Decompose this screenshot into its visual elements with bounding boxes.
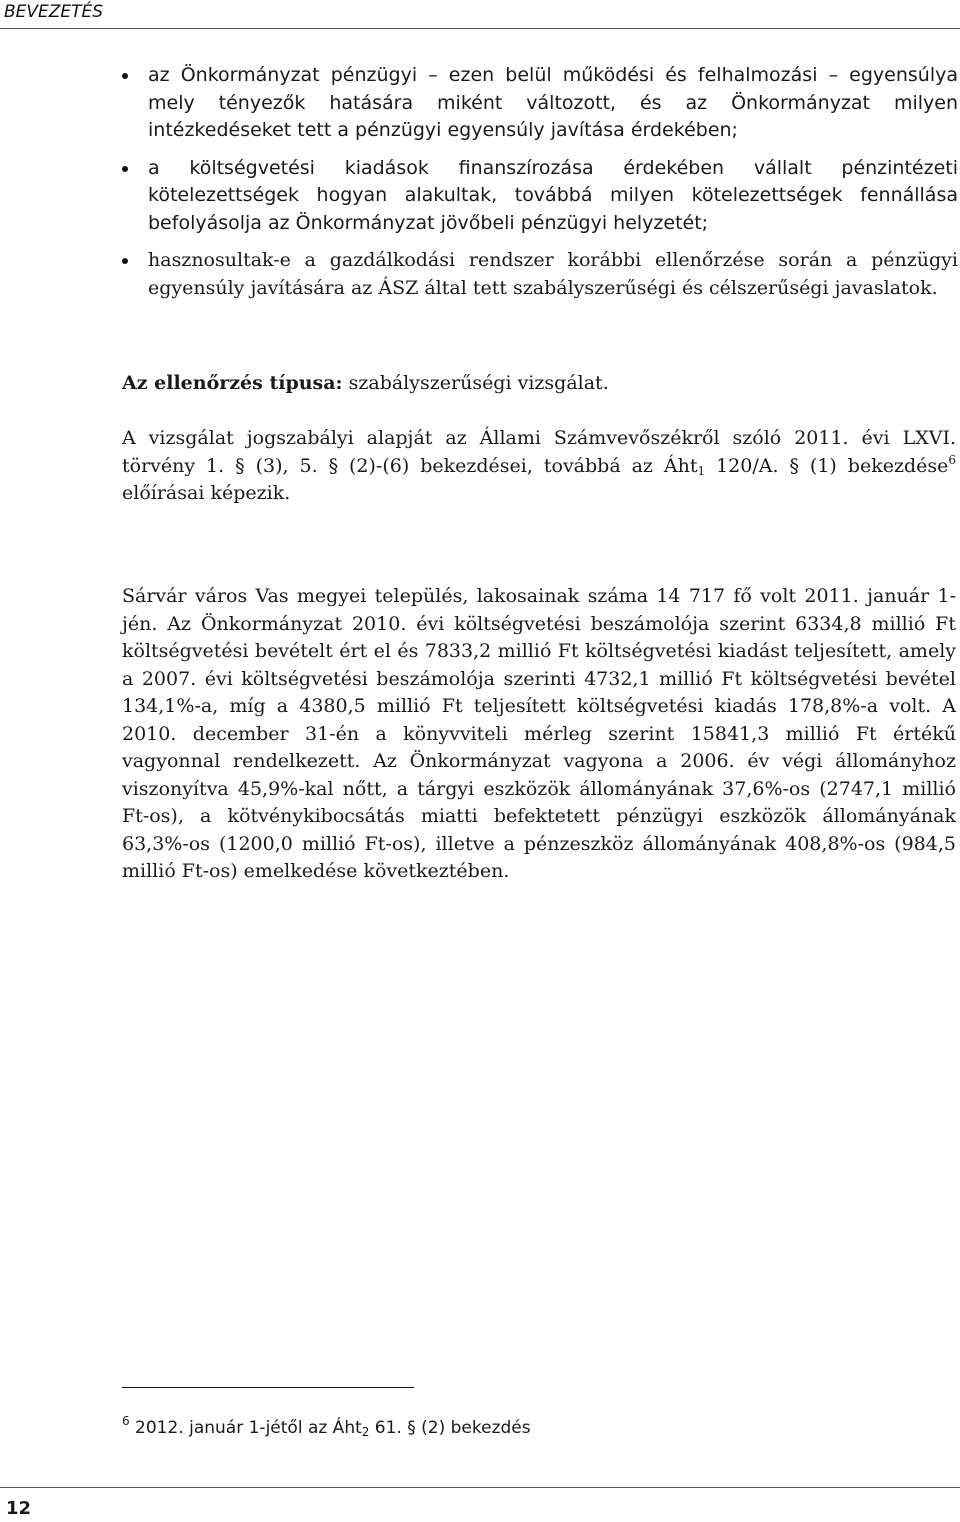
footnote-rule bbox=[122, 1387, 414, 1388]
audit-type-label: Az ellenőrzés típusa: bbox=[122, 372, 343, 394]
footnote-number: 6 bbox=[122, 1414, 130, 1428]
bullet-icon bbox=[122, 166, 128, 172]
list-item: a költségvetési kiadások finanszírozása érdekében vállalt pénzintézeti kötelezettségek hogyan alakultak, továbbá milyen kötelezettségek fennállása befolyásolja az Önkormányzat jövőbeli pénzügyi helyzetét; bbox=[122, 155, 958, 238]
page-number: 12 bbox=[6, 1498, 32, 1519]
header-rule bbox=[0, 28, 960, 29]
audit-type-value: szabályszerűségi vizsgálat. bbox=[342, 372, 609, 394]
bullet-icon bbox=[122, 258, 128, 264]
objectives-list bbox=[122, 62, 958, 312]
list-item: hasznosultak-e a gazdálkodási rendszer korábbi ellenőrzése során a pénzügyi egyensúly javítására az ÁSZ által tett szabályszerűségi és célszerűségi javaslatok. bbox=[122, 247, 958, 302]
footnote: $^6$ 2012. január 1-jétől az Áht$_2$ 61. § (2) bekezdés bbox=[122, 1414, 531, 1439]
legal-basis: A vizsgálat jogszabályi alapját az Állami Számvevőszékről szóló 2011. évi LXVI. törvény 1. § (3), 5. § (2)-(6) bekezdései, továbbá az Áht$_1$ 120/A. § (1) bekezdése$^6$ előírásai képezik. bbox=[122, 427, 957, 504]
bullet-icon bbox=[122, 73, 128, 79]
footnote-ref[interactable]: 6 bbox=[948, 452, 957, 467]
section-title: BEVEZETÉS bbox=[4, 2, 104, 22]
municipality-description: Sárvár város Vas megyei település, lakosainak száma 14 717 fő volt 2011. január 1-jén. Az Önkormányzat 2010. évi költségvetési beszámolója szerint 6334,8 millió Ft költségvetési bevételt ért el és 7833,2 millió Ft költségvetési kiadást teljesített, amely a 2007. évi költségvetési beszámolója szerinti 4732,1 millió Ft költségvetési bevétel 134,1%-a, míg a 4380,5 millió Ft teljesített költségvetési kiadás 178,8%-a volt. A 2010. december 31-én a könyvviteli mérleg szerint 15841,3 millió Ft értékű vagyonnal rendelkezett. Az Önkormányzat vagyona a 2006. év végi állományhoz viszonyítva 45,9%-kal nőtt, a tárgyi eszközök állományának 37,6%-os (2747,1 millió Ft-os), a kötvénykibocsátás miatti befektetett pénzügyi eszközök állományának 63,3%-os (1200,0 millió Ft-os), illetve a pénzeszköz állományának 408,8%-os (984,5 millió Ft-os) emelkedése következtében. bbox=[122, 585, 956, 882]
audit-type bbox=[122, 370, 956, 398]
list-item: az Önkormányzat pénzügyi – ezen belül működési és felhalmozási – egyensúlya mely tényezők hatására miként változott, és az Önkormányzat milyen intézkedéseket tett a pénzügyi egyensúly javítása érdekében; bbox=[122, 62, 958, 145]
footer-rule bbox=[0, 1487, 960, 1488]
